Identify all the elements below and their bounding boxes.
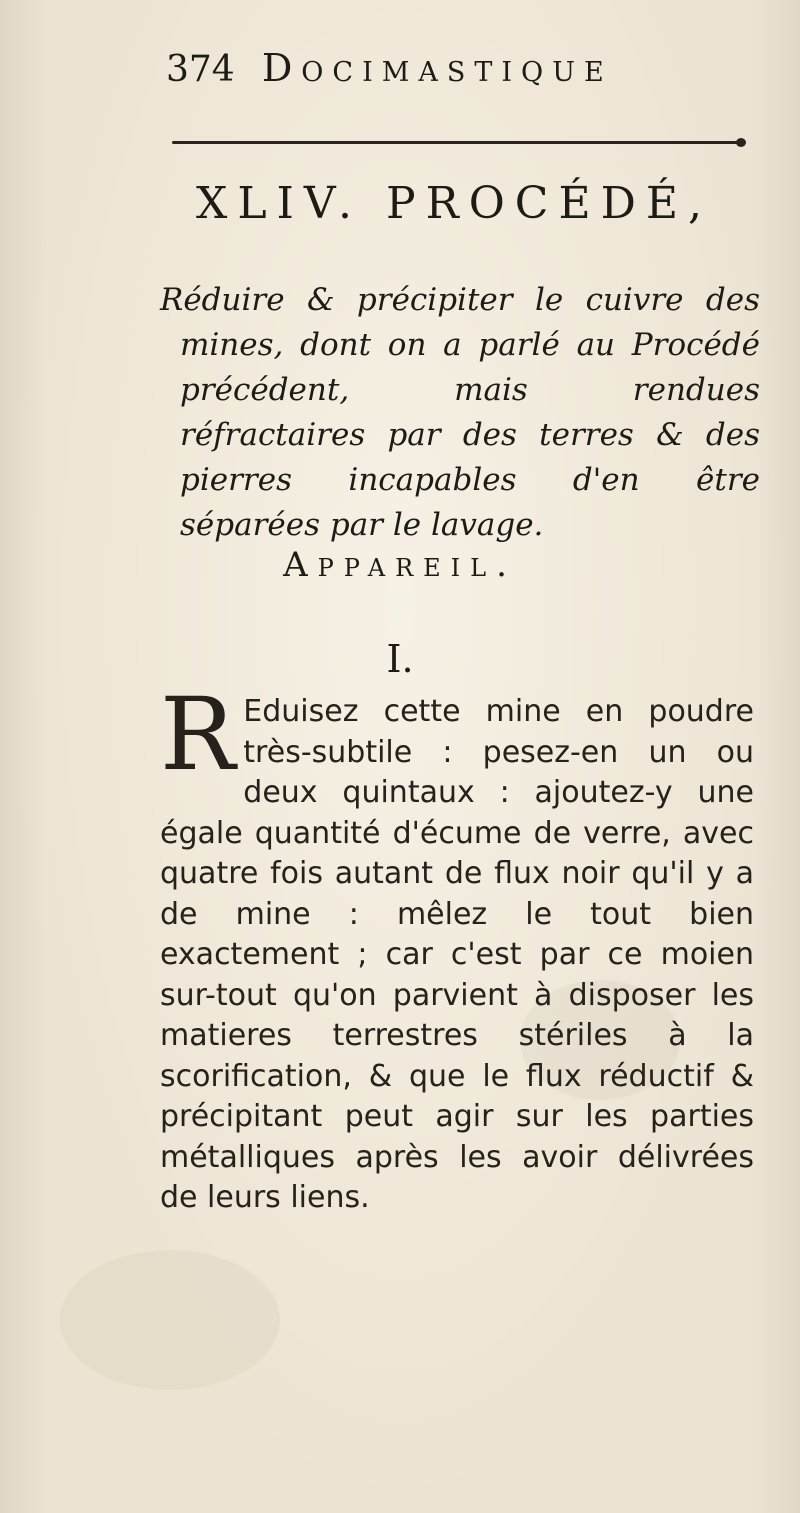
subsection-heading: Appareil.: [283, 545, 517, 585]
page-header: [166, 46, 760, 106]
page-number: 374: [166, 49, 235, 90]
header-rule: [172, 141, 744, 144]
paragraph-numeral: I.: [386, 637, 414, 681]
section-title: XLIV. PROCÉDÉ,: [196, 178, 712, 229]
body-paragraph: [160, 676, 754, 1219]
paper-stain: [60, 1250, 280, 1390]
drop-cap: R: [160, 676, 236, 793]
body-text: Eduisez cette mine en poudre très-subtile : pesez-en un ou deux quintaux : ajoutez-y une égale quantité d'écume de verre, avec quatre fois autant de flux noir qu'il y a de mine : mêlez le tout bien exactement ; car c'est par ce moien sur-tout qu'on parvient à disposer les matieres terrestres stériles à la scorification, & que le flux réductif & précipitant peut agir sur les parties métalliques après les avoir délivrées de leurs liens.: [160, 694, 754, 1215]
section-summary: Réduire & précipiter le cuivre des mines, dont on a parlé au Procédé précédent, mais rendues réfractaires par des terres & des pierres incapables d'en être séparées par le lavage.: [160, 282, 760, 543]
running-head: Docimastique: [261, 46, 613, 90]
